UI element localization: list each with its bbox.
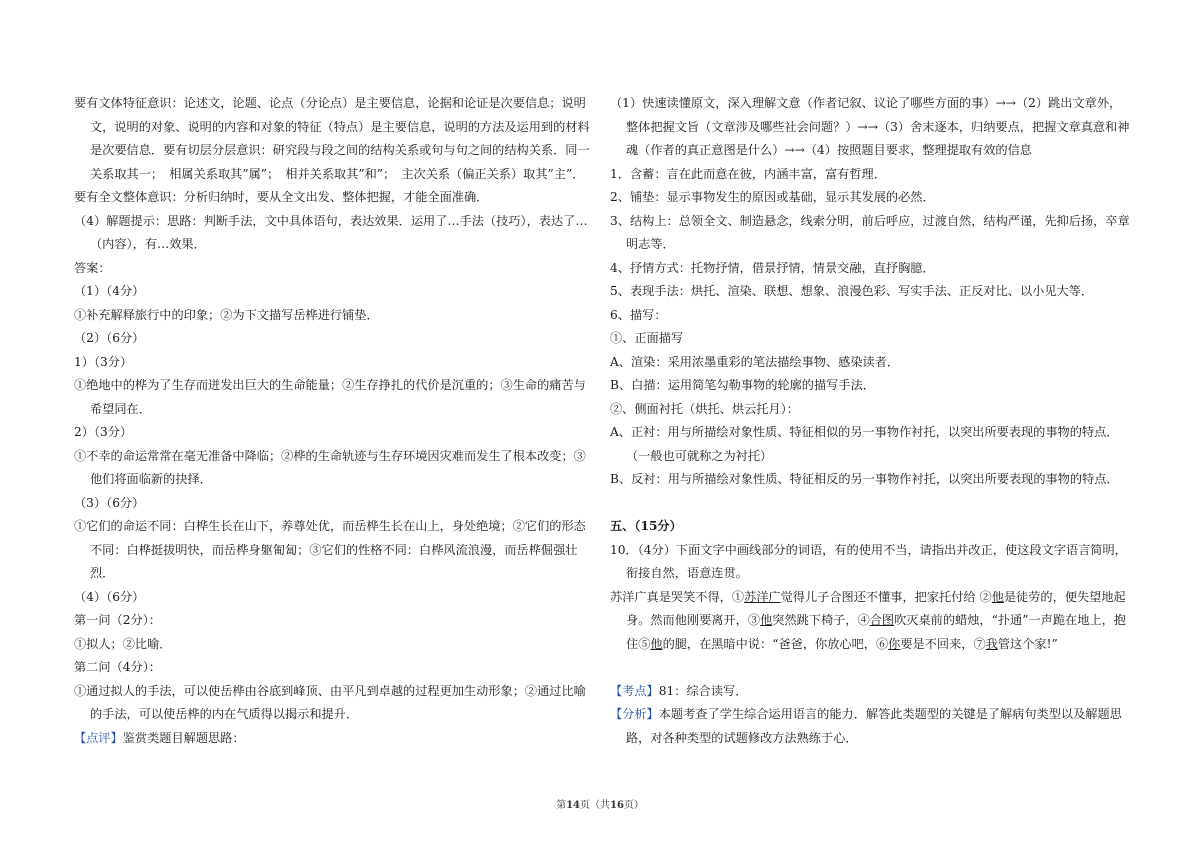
text-paragraph: B、反衬：用与所描绘对象性质、特征相反的另一事物作衬托，以突出所要表现的事物的特点． — [610, 472, 1119, 486]
passage-text: 是徒劳的，便失望地起身。然而他刚要离开， — [626, 589, 1126, 627]
section-heading: 五、（15分） — [610, 519, 682, 533]
answer-text: ①拟人；②比喻． — [74, 636, 172, 651]
sub-question-label: 1）（3分） — [74, 354, 133, 369]
spacer — [610, 656, 1132, 680]
passage-text: 苏洋广真是哭笑不得， — [610, 589, 732, 604]
answer-text: ①不幸的命运常常在毫无准备中降临；②桦的生命轨迹与生存环境因灾难而发生了根本改变；③他们将面临新的抉择． — [74, 448, 586, 486]
answer-text: ①补充解释旅行中的印象；②为下文描写岳桦进行铺垫． — [74, 307, 379, 322]
point-paragraph — [610, 680, 1132, 704]
footer-text: 第 — [556, 800, 567, 811]
underlined-word: 他 — [650, 636, 663, 651]
question-label: （4）（6分） — [74, 589, 145, 604]
marker: ⑦ — [973, 636, 986, 651]
passage-text: 要是不回来， — [900, 636, 974, 651]
text-paragraph: （1）快速读懂原文，深入理解文意（作者记叙、议论了哪些方面的事）→→（2）跳出文章外，整体把握文旨（文章涉及哪些社会问题？）→→（3）舍末逐本，归纳要点，把握文章真意和神魂（作者的真正意图是什么）→→（4）按照题目要求，整理提取有效的信息 — [610, 96, 1130, 157]
question-10: 10．（4分）下面文字中画线部分的词语，有的使用不当，请指出并改正，使这段文字语言简明，衔接自然，语意连贯。 — [610, 542, 1127, 580]
underlined-word: 他 — [760, 613, 773, 627]
underlined-word: 你 — [888, 636, 901, 651]
underlined-word: 他 — [991, 589, 1004, 604]
text-paragraph: 4、抒情方式：托物抒情，借景抒情，情景交融，直抒胸臆． — [610, 260, 935, 275]
marker: ⑤ — [638, 636, 651, 651]
question-label: （3）（6分） — [74, 495, 145, 510]
text-paragraph: 6、描写： — [610, 307, 667, 322]
passage-paragraph — [610, 586, 1132, 657]
left-column — [74, 92, 591, 750]
passage-text: 的腿，在黑暗中说：“爸爸，你放心吧， — [662, 636, 876, 651]
sub-question-label: 2）（3分） — [74, 425, 133, 439]
answer-text: ①通过拟人的手法，可以使岳桦由谷底到峰顶、由平凡到卓越的过程更加生动形象；②通过比喻的手法，可以使岳桦的内在气质得以揭示和提升． — [74, 683, 586, 721]
underlined-word: 我 — [985, 636, 998, 651]
question-label: （1）（4分） — [74, 284, 145, 298]
underlined-word: 合图 — [869, 613, 895, 627]
text-paragraph: 要有文体特征意识：论述文，论题、论点（分论点）是主要信息，论据和论证是次要信息；说明文，说明的对象、说明的内容和对象的特征（特点）是主要信息，说明的方法及运用到的材料是次要信息．要有切层分层意识：研究段与段之间的结构关系或句与句之间的结构关系．同一关系取其一； 相属关系取其”属”； 相并关系取其”和”； 主次关系（偏正关系）取其”主”． — [74, 96, 590, 181]
point-tag: 【考点】 — [610, 683, 659, 698]
footer-text: 页） — [623, 800, 644, 811]
right-column — [610, 92, 1132, 750]
text-paragraph: B、白描：运用简笔勾勒事物的轮廓的描写手法． — [610, 378, 875, 392]
page-footer — [0, 796, 1200, 811]
text-paragraph: 5、表现手法：烘托、渲染、联想、想象、浪漫色彩、写实手法、正反对比、以小见大等． — [610, 284, 1094, 298]
comment-tag: 【点评】 — [74, 730, 123, 745]
passage-text: 觉得儿子合图还不懂事，把家托付给 — [780, 589, 980, 604]
comment-text: 鉴赏类题目解题思路： — [122, 730, 245, 745]
text-paragraph: 1．含蓄：言在此而意在彼，内涵丰富，富有哲理． — [610, 166, 886, 181]
passage-text: 管这个家!” — [997, 636, 1058, 651]
text-paragraph: 3、结构上：总领全文、制造悬念，线索分明，前后呼应，过渡自然，结构严谨，先抑后扬，卒章明志等． — [610, 213, 1130, 251]
sub-question-label: 第二问（4分）： — [74, 660, 161, 674]
answer-text: ①它们的命运不同：白桦生长在山下，养尊处优，而岳桦生长在山上，身处绝境；②它们的形态不同：白桦挺拔明快，而岳桦身躯匍匐；③它们的性格不同：白桦风流浪漫，而岳桦倔强壮烈． — [74, 519, 586, 580]
text-paragraph: 要有全文整体意识：分析归纳时，要从全文出发、整体把握，才能全面准确． — [74, 190, 489, 204]
question-label: （2）（6分） — [74, 331, 145, 345]
underlined-word: 苏洋广 — [744, 589, 781, 604]
marker: ① — [731, 589, 745, 604]
marker: ④ — [857, 613, 870, 627]
text-paragraph: A、渲染：采用浓墨重彩的笔法描绘事物、感染读者． — [610, 354, 900, 369]
marker: ③ — [747, 613, 761, 627]
spacer — [610, 492, 1132, 516]
text-paragraph: （4）解题提示：思路：判断手法，文中具体语句，表达效果．运用了…手法（技巧），表达了…（内容），有…效果． — [74, 213, 588, 251]
text-paragraph: A、正衬：用与所描绘对象性质、特征相似的另一事物作衬托，以突出所要表现的事物的特点．（一般也可就称之为衬托） — [610, 425, 1119, 463]
passage-text: 吹灭桌前的蜡烛，“扑通”一声跪在地上，抱住 — [626, 613, 1126, 651]
footer-text: 页（共 — [580, 800, 610, 811]
text-paragraph: ①、正面描写 — [610, 331, 684, 345]
answer-text: ①绝地中的桦为了生存而迸发出巨大的生命能量；②生存挣扎的代价是沉重的；③生命的痛苦与希望同在． — [74, 378, 586, 416]
analysis-paragraph — [610, 703, 1132, 750]
analysis-text: 本题考查了学生综合运用语言的能力．解答此类题型的关键是了解病句类型以及解题思路，对各种类型的试题修改方法熟练于心． — [626, 707, 1122, 745]
page-number: 14 — [566, 800, 580, 811]
answer-heading: 答案： — [74, 260, 111, 275]
point-text: 81：综合读写． — [658, 683, 748, 698]
marker: ② — [979, 589, 992, 604]
analysis-tag: 【分析】 — [610, 707, 659, 721]
text-paragraph: ②、侧面衬托（烘托、烘云托月）： — [610, 401, 799, 416]
total-pages: 16 — [610, 800, 624, 811]
sub-question-label: 第一问（2分）： — [74, 613, 161, 627]
text-paragraph: 2、铺垫：显示事物发生的原因或基础，显示其发展的必然． — [610, 190, 935, 204]
marker: ⑥ — [875, 636, 889, 651]
comment-paragraph — [74, 727, 591, 751]
passage-text: 突然跳下椅子， — [772, 613, 858, 627]
